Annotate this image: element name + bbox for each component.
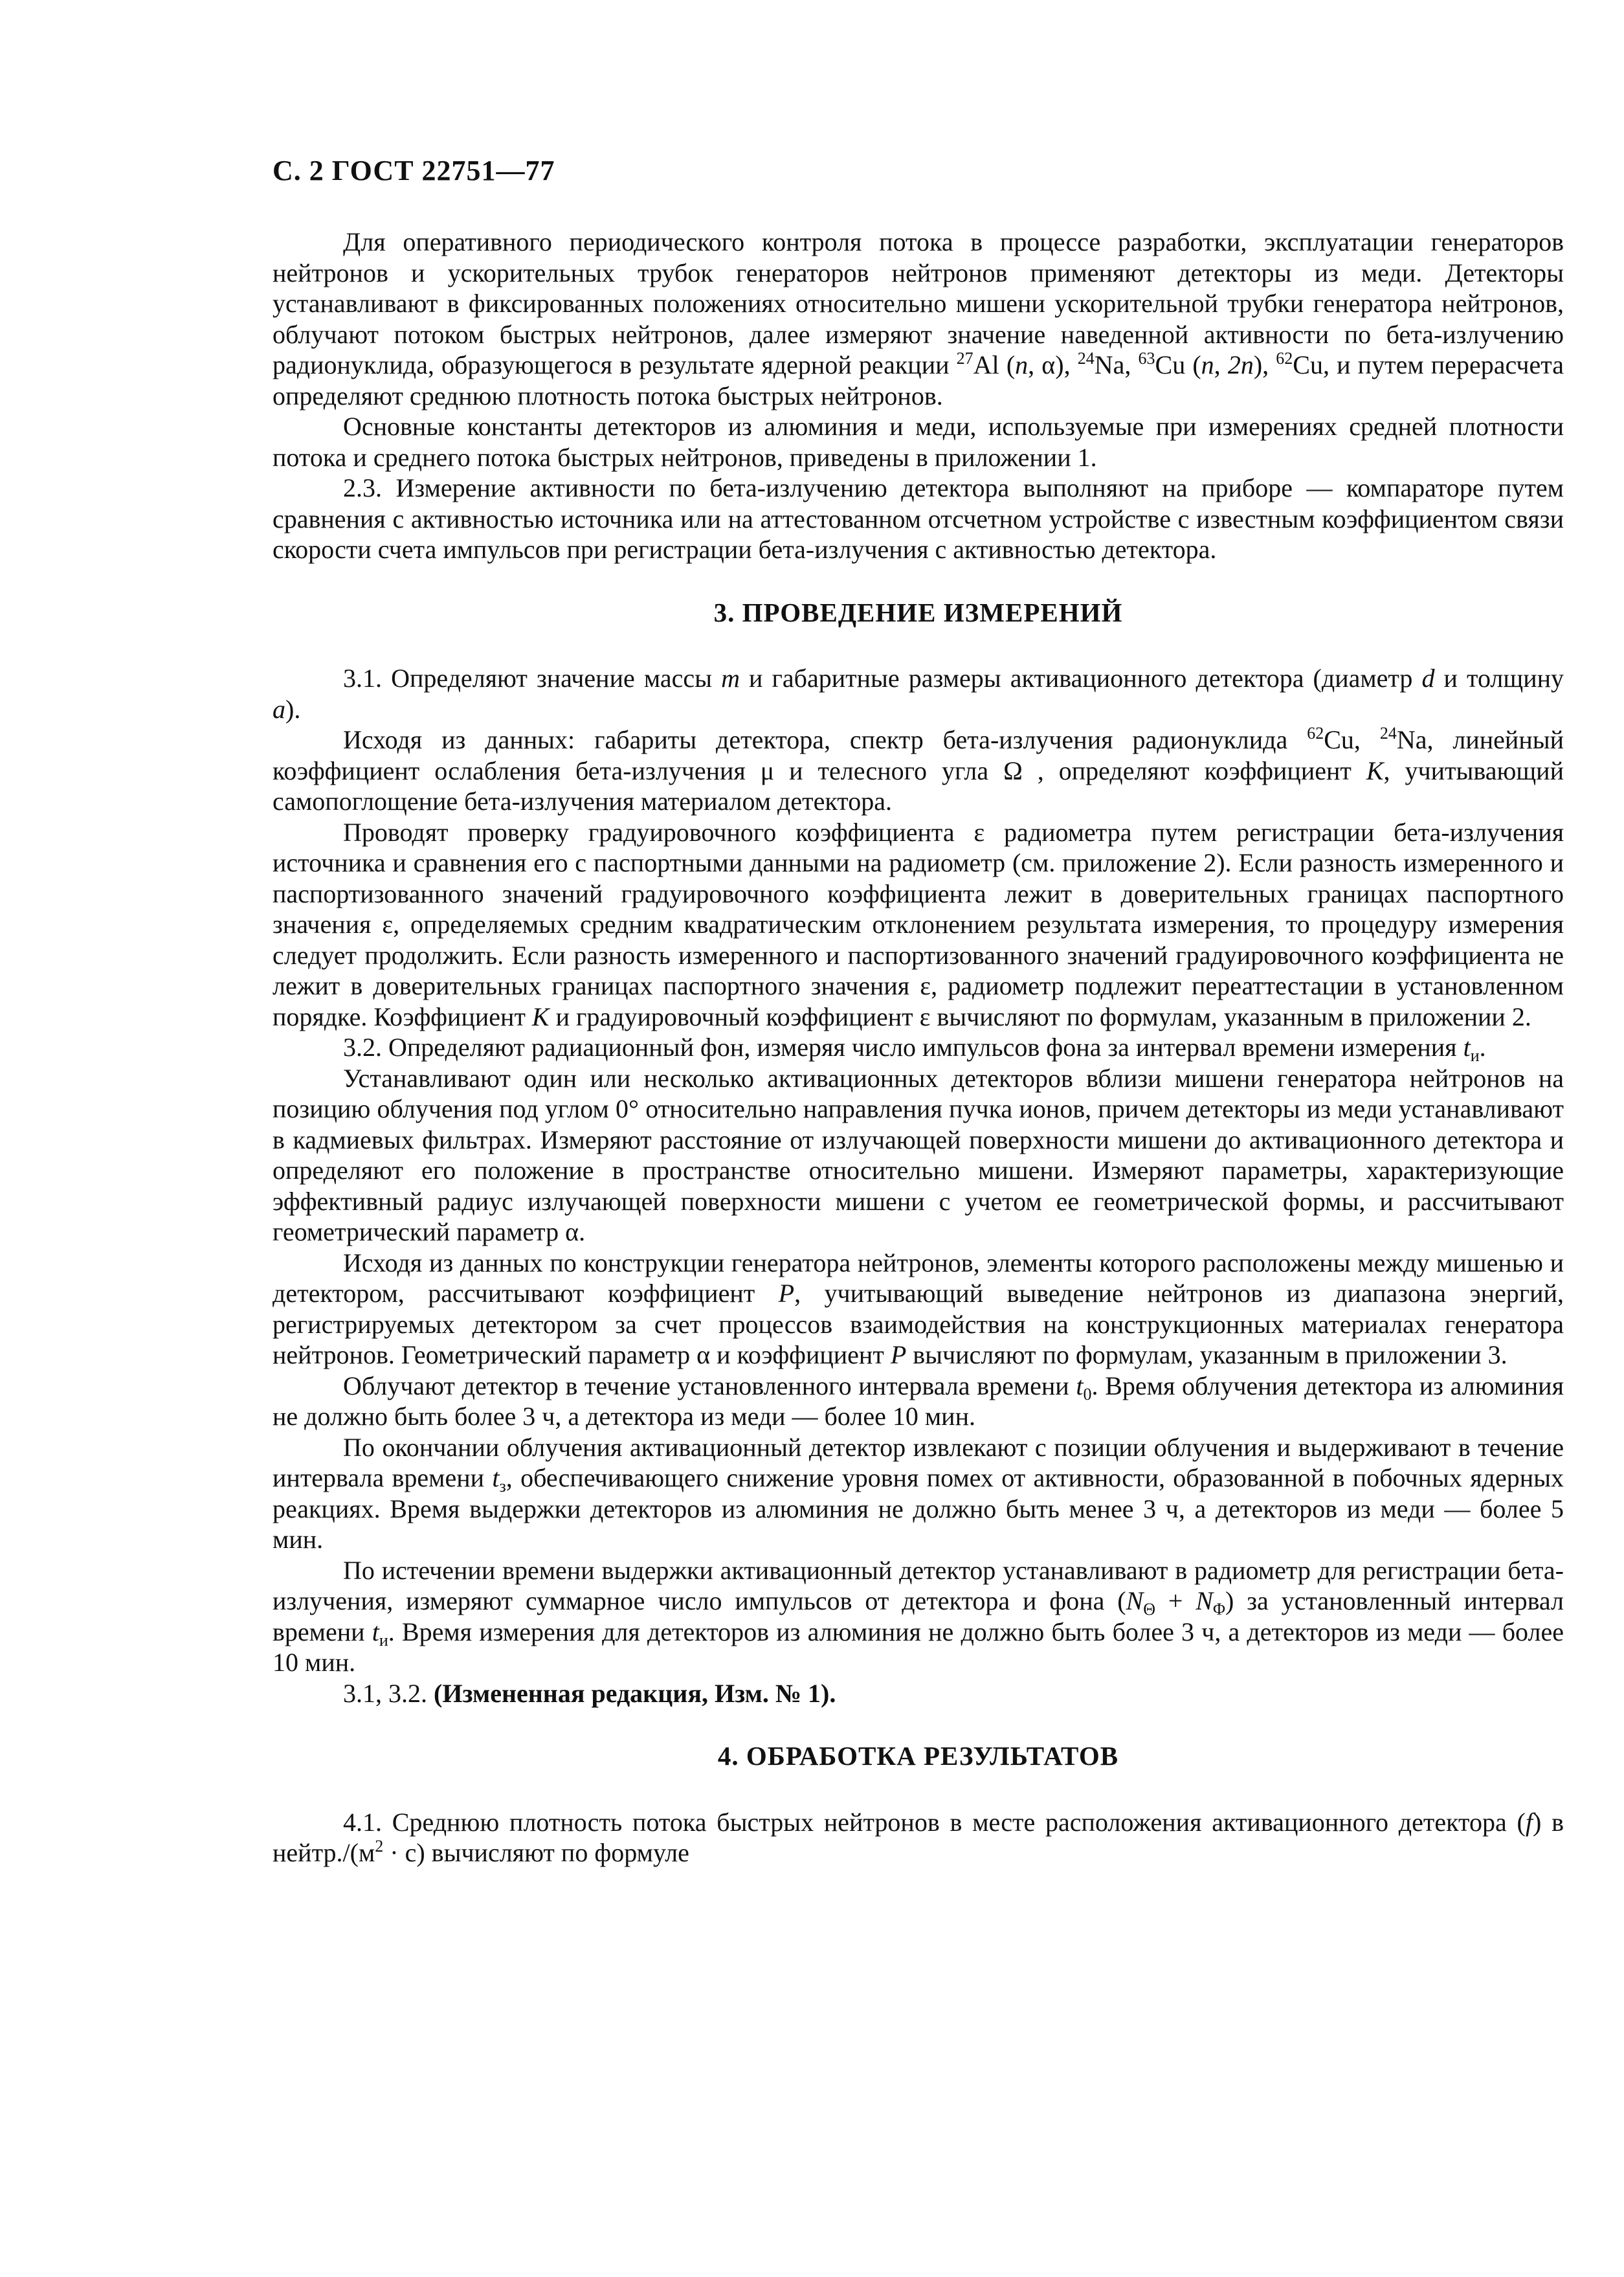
paragraph-counting: По истечении времени выдержки активационный детектор устанавливают в радиометр для регистрации бета-излучения, измеряют суммарное число импульсов от детектора и фона $(N_\Theta + N_\Phi)$ за установленный интервал времени $t_и$. Время измерения для детекторов из алюминия не должно быть более 3 ч, а детекторов из меди — более 10 мин. xyxy=(273,1555,1564,1677)
paragraph-revision-note: 3.1, 3.2. (Измененная редакция, Изм. № 1). xyxy=(343,1678,836,1708)
paragraph-irradiation: Облучают детектор в течение установленного интервала времени $t_0$. Время облучения детектора из алюминия не должно быть более 3 ч, а детектора из меди — более 10 мин. xyxy=(273,1371,1564,1431)
paragraph-2-3: 2.3. Измерение активности по бета-излучению детектора выполняют на приборе — компараторе путем сравнения с активностью источника или на аттестованном отсчетном устройстве с известным коэффициентом связи скорости счета импульсов при регистрации бета-излучения с активностью детектора. xyxy=(273,473,1564,564)
paragraph-detector-placement: Устанавливают один или несколько активационных детекторов вблизи мишени генератора нейтронов на позицию облучения под углом 0° относительно направления пучка ионов, причем детекторы из меди устанавливают в кадмиевых фильтрах. Измеряют расстояние от излучающей поверхности мишени до активационного детектора и определяют его положение в пространстве относительно мишени. Измеряют параметры, характеризующие эффективный радиус излучающей поверхности мишени с учетом ее геометрической формы, и рассчитывают геометрический параметр α. xyxy=(273,1063,1564,1246)
paragraph-calibration: Проводят проверку градуировочного коэффициента ε радиометра путем регистрации бета-излучения источника и сравнения его с паспортными данными на радиометр (см. приложение 2). Если разность измеренного и паспортизованного значений градуировочного коэффициента лежит в доверительных границах паспортного значения ε, определяемых средним квадратическим отклонением результата измерения, то процедуру измерения следует продолжить. Если разность измеренного и паспортизованного значений градуировочного коэффициента не лежит в доверительных границах паспортного значения ε, радиометр подлежит переаттестации в установленном порядке. Коэффициент K и градуировочный коэффициент ε вычисляют по формулам, указанным в приложении 2. xyxy=(273,817,1564,1031)
section-heading-measurements: 3. ПРОВЕДЕНИЕ ИЗМЕРЕНИЙ xyxy=(713,597,1123,627)
paragraph-4-1: 4.1. Среднюю плотность потока быстрых нейтронов в месте расположения активационного детектора (f) в $нейтр./(м^2 \cdot с)$ вычисляют по формуле xyxy=(273,1807,1564,1867)
document-body xyxy=(273,227,1564,1868)
paragraph-coefficient-p: Исходя из данных по конструкции генератора нейтронов, элементы которого расположены между мишенью и детектором, рассчитывают коэффициент P, учитывающий выведение нейтронов из диапазона энергий, регистрируемых детектором за счет процессов взаимодействия на конструкционных материалах генератора нейтронов. Геометрический параметр α и коэффициент P вычисляют по формулам, указанным в приложении 3. xyxy=(273,1248,1564,1369)
page-header: С. 2 ГОСТ 22751—77 xyxy=(273,155,555,186)
section-heading-results: 4. ОБРАБОТКА РЕЗУЛЬТАТОВ xyxy=(717,1741,1119,1771)
paragraph-copper-detectors: Для оперативного периодического контроля потока в процессе разработки, эксплуатации генераторов нейтронов и ускорительных трубок генераторов нейтронов применяют детекторы из меди. Детекторы устанавливают в фиксированных положениях относительно мишени ускорительной трубки генератора нейтронов, облучают потоком быстрых нейтронов, далее измеряют значение наведенной активности по бета-излучению радионуклида, образующегося в результате ядерной реакции $^{27}$Al (n, α), $^{24}$Na, $^{63}$Cu (n, 2n), $^{62}$Cu, и путем перерасчета определяют среднюю плотность потока быстрых нейтронов. xyxy=(273,227,1564,410)
paragraph-exposure: По окончании облучения активационный детектор извлекают с позиции облучения и выдерживают в течение интервала времени $t_з$, обеспечивающего снижение уровня помех от активности, образованной в побочных ядерных реакциях. Время выдержки детекторов из алюминия не должно быть менее 3 ч, а детекторов из меди — более 5 мин. xyxy=(273,1432,1564,1554)
paragraph-3-2: 3.2. Определяют радиационный фон, измеряя число импульсов фона за интервал времени измерения $t_и$. xyxy=(343,1033,1486,1065)
paragraph-3-1: 3.1. Определяют значение массы m и габаритные размеры активационного детектора (диаметр d и толщину a). xyxy=(273,664,1564,724)
paragraph-coefficient-k: Исходя из данных: габариты детектора, спектр бета-излучения радионуклида $^{62}$Cu, $^{24}$Na, линейный коэффициент ослабления бета-излучения μ и телесного угла Ω , определяют коэффициент K, учитывающий самопоглощение бета-излучения материалом детектора. xyxy=(273,724,1564,816)
paragraph-constants: Основные константы детекторов из алюминия и меди, используемые при измерениях средней плотности потока и среднего потока быстрых нейтронов, приведены в приложении 1. xyxy=(273,412,1564,472)
